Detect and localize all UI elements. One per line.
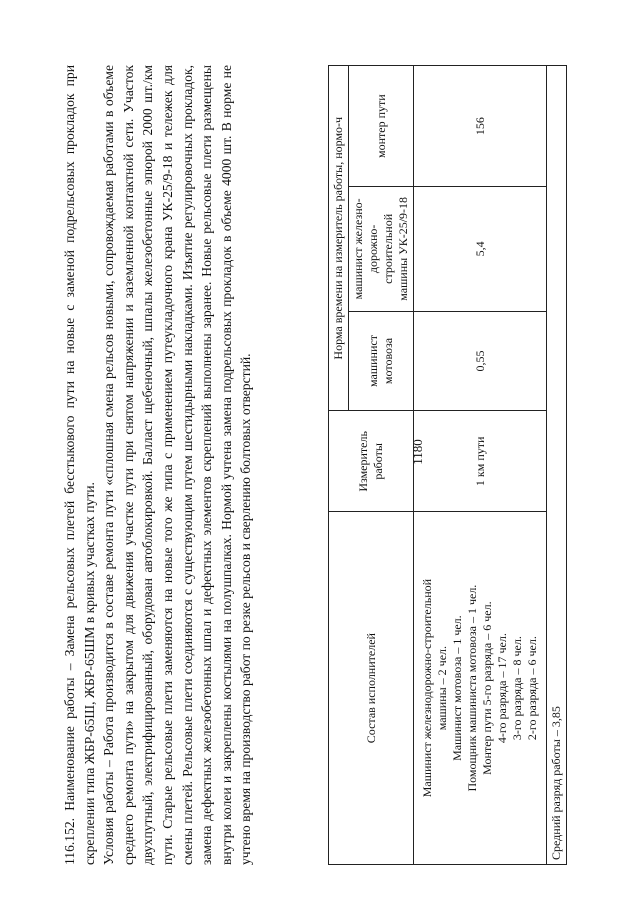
header-norm: Норма времени на измеритель работы, нормо-ч: [329, 66, 349, 411]
average-grade-cell: Средний разряд работы – 3,85: [547, 66, 567, 865]
composition-cell: [414, 512, 547, 865]
table-header-row: [329, 66, 349, 865]
norms-table: [328, 65, 567, 865]
subheader-track-fitter: монтер пути: [349, 66, 414, 187]
header-composition: Состав исполнителей: [329, 512, 414, 865]
measure-cell: 1 км пути: [414, 411, 547, 512]
value-machine-driver: 5,4: [414, 187, 547, 311]
header-measure: Измеритель работы: [329, 411, 414, 512]
composition-line: машины – 2 чел.: [435, 645, 449, 731]
composition-line: 3-го разряда – 8 чел.: [510, 636, 524, 741]
average-grade-row: [547, 66, 567, 865]
value-locomotive-driver: 0,55: [414, 311, 547, 411]
work-conditions-paragraph: Условия работы – Работа производится в составе ремонта пути «сплошная смена рельсов новыми, сопровождаемая работами в объеме среднего ремонта пути» на закрытом для движения участке пути при снятом напряжении и заземленной контактной сети. Участок двухпутный, электрифицированный, оборудован автоблокировкой. Балласт щебеночный, шпалы железобетонные эпюрой 2000 шт./км пути. Старые рельсовые плети заменяются на новые того же типа с применением путеукладочного крана УК-25/9-18 и тележек для смены плетей. Рельсовые плети соединяются с существующим путем шестидырными накладками. Изъятие регулировочных прокладок, замена дефектных железобетонных шпал и дефектных элементов скреплений выполнены заранее. Новые рельсовые плети размещены внутри колеи и закреплены костылями на полушпалках. Нормой учтена замена подрельсовых прокладок в объеме 4000 шт. В норме не учтено время на производство работ по резке рельсов и сверлению болтовых отверстий.: [101, 65, 254, 865]
document-text: [60, 65, 256, 865]
subheader-locomotive-driver: машинист мотовоза: [349, 311, 414, 411]
page-number: 1180: [410, 439, 425, 465]
rotated-content: [60, 65, 563, 865]
table-row: [414, 66, 547, 865]
norms-table-wrapper: [328, 65, 567, 865]
value-track-fitter: 156: [414, 66, 547, 187]
composition-line: Машинист мотовоза – 1 чел.: [450, 615, 464, 761]
composition-line: 4-го разряда – 17 чел.: [495, 633, 509, 744]
composition-line: Машинист железнодорожно-строительной: [420, 578, 434, 798]
work-title-paragraph: 116.152. Наименование работы – Замена рельсовых плетей бесстыкового пути на новые с заменой подрельсовых прокладок при скреплении типа ЖБР-65Ш, ЖБР-65ШМ в кривых участках пути.: [62, 65, 97, 865]
composition-line: 2-го разряда – 6 чел.: [525, 636, 539, 741]
composition-line: Помощник машиниста мотовоза – 1 чел.: [465, 584, 479, 792]
subheader-machine-driver: машинист железно-дорожно-строительной машины УК-25/9-18: [349, 187, 414, 311]
composition-line: Монтер пути 5-го разряда – 6 чел.: [480, 601, 494, 775]
